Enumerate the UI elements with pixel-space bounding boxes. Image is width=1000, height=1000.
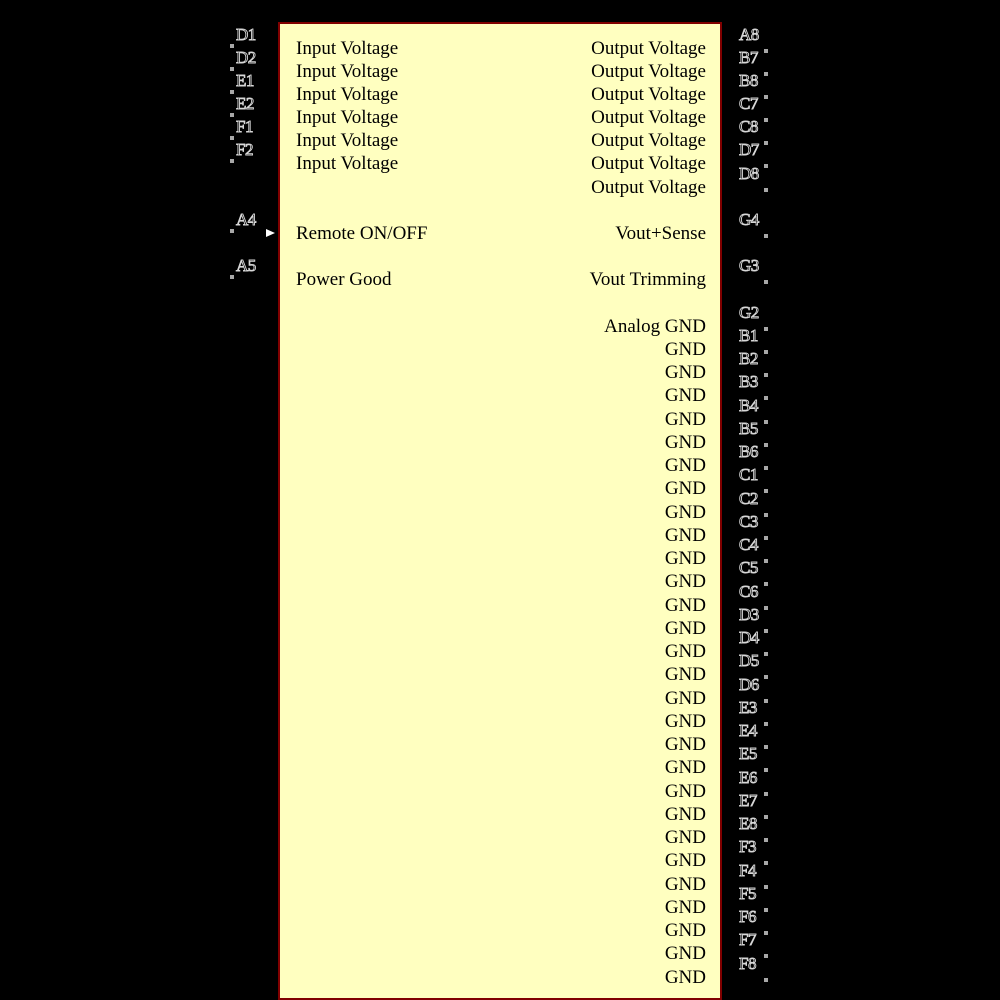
pin-connection-dots-icon[interactable] [230, 159, 234, 163]
left-pin-signal-label: Input Voltage [296, 84, 399, 105]
pin-connection-dots-icon[interactable] [764, 280, 768, 284]
right-pin-number: F6 [739, 907, 756, 926]
right-pin-number: F5 [739, 884, 756, 903]
pin-connection-dots-icon[interactable] [764, 722, 768, 726]
right-pin-signal-label: GND [664, 734, 706, 755]
pin-connection-dots-icon[interactable] [764, 373, 768, 377]
left-pin-signal-label: Input Voltage [296, 130, 399, 151]
pin-connection-dots-icon[interactable] [764, 954, 768, 958]
pin-connection-dots-icon[interactable] [764, 931, 768, 935]
pin-connection-dots-icon[interactable] [764, 861, 768, 865]
left-pin-signal-label: Input Voltage [296, 107, 399, 128]
pin-connection-dots-icon[interactable] [764, 350, 768, 354]
pin-connection-dots-icon[interactable] [764, 699, 768, 703]
input-arrow-icon [266, 229, 275, 237]
pin-connection-dots-icon[interactable] [764, 188, 768, 192]
right-pin-signal-label: GND [664, 362, 706, 383]
component-symbol-body [278, 22, 722, 1000]
right-pin-number: C4 [739, 535, 758, 554]
pin-connection-dots-icon[interactable] [764, 885, 768, 889]
right-pin-number: B3 [739, 372, 758, 391]
right-pin-signal-label: GND [664, 827, 706, 848]
left-pin-signal-label: Input Voltage [296, 38, 399, 59]
right-pin-number: B4 [739, 396, 758, 415]
pin-connection-dots-icon[interactable] [764, 978, 768, 982]
right-pin-signal-label: GND [664, 711, 706, 732]
right-pin-number: C3 [739, 512, 758, 531]
right-pin-signal-label: GND [664, 850, 706, 871]
right-pin-number: G3 [739, 256, 759, 275]
right-pin-signal-label: GND [664, 409, 706, 430]
right-pin-number: E3 [739, 698, 757, 717]
pin-connection-dots-icon[interactable] [764, 652, 768, 656]
left-pin-signal-label: Remote ON/OFF [296, 223, 428, 244]
right-pin-number: E4 [739, 721, 757, 740]
right-pin-number: F3 [739, 837, 756, 856]
left-pin-number: D1 [236, 25, 256, 44]
right-pin-signal-label: GND [664, 385, 706, 406]
right-pin-number: G2 [739, 303, 759, 322]
right-pin-signal-label: GND [664, 688, 706, 709]
pin-connection-dots-icon[interactable] [764, 768, 768, 772]
pin-connection-dots-icon[interactable] [764, 420, 768, 424]
right-pin-signal-label: Vout Trimming [589, 269, 706, 290]
right-pin-number: B6 [739, 442, 758, 461]
pin-connection-dots-icon[interactable] [764, 745, 768, 749]
right-pin-signal-label: Vout+Sense [615, 223, 706, 244]
left-pin-signal-label: Power Good [296, 269, 392, 290]
right-pin-number: D8 [739, 164, 759, 183]
pin-connection-dots-icon[interactable] [230, 136, 234, 140]
right-pin-signal-label: GND [664, 525, 706, 546]
right-pin-signal-label: GND [664, 664, 706, 685]
pin-connection-dots-icon[interactable] [230, 67, 234, 71]
right-pin-number: F8 [739, 954, 756, 973]
right-pin-number: C1 [739, 465, 758, 484]
pin-connection-dots-icon[interactable] [764, 489, 768, 493]
pin-connection-dots-icon[interactable] [764, 118, 768, 122]
right-pin-signal-label: GND [664, 595, 706, 616]
right-pin-number: D6 [739, 675, 759, 694]
right-pin-signal-label: GND [664, 804, 706, 825]
left-pin-number: F1 [236, 117, 253, 136]
left-pin-number: D2 [236, 48, 256, 67]
right-pin-signal-label: GND [664, 943, 706, 964]
pin-connection-dots-icon[interactable] [764, 327, 768, 331]
right-pin-signal-label: Output Voltage [591, 38, 706, 59]
pin-connection-dots-icon[interactable] [764, 629, 768, 633]
right-pin-signal-label: GND [664, 478, 706, 499]
pin-connection-dots-icon[interactable] [764, 466, 768, 470]
right-pin-number: C5 [739, 558, 758, 577]
pin-connection-dots-icon[interactable] [764, 396, 768, 400]
pin-connection-dots-icon[interactable] [764, 234, 768, 238]
right-pin-number: F4 [739, 861, 756, 880]
right-pin-number: C8 [739, 117, 758, 136]
pin-connection-dots-icon[interactable] [230, 229, 234, 233]
right-pin-signal-label: GND [664, 339, 706, 360]
right-pin-number: C7 [739, 94, 758, 113]
right-pin-number: B8 [739, 71, 758, 90]
left-pin-number: E2 [236, 94, 254, 113]
right-pin-signal-label: GND [664, 757, 706, 778]
right-pin-number: D7 [739, 140, 759, 159]
pin-connection-dots-icon[interactable] [764, 908, 768, 912]
right-pin-signal-label: Output Voltage [591, 61, 706, 82]
pin-connection-dots-icon[interactable] [764, 838, 768, 842]
left-pin-number: A5 [236, 256, 256, 275]
right-pin-signal-label: Output Voltage [591, 177, 706, 198]
pin-connection-dots-icon[interactable] [230, 90, 234, 94]
pin-connection-dots-icon[interactable] [764, 675, 768, 679]
right-pin-number: E6 [739, 768, 757, 787]
pin-connection-dots-icon[interactable] [764, 164, 768, 168]
pin-connection-dots-icon[interactable] [764, 606, 768, 610]
left-pin-signal-label: Input Voltage [296, 61, 399, 82]
right-pin-number: A8 [739, 25, 759, 44]
right-pin-number: D3 [739, 605, 759, 624]
right-pin-number: B1 [739, 326, 758, 345]
pin-connection-dots-icon[interactable] [230, 275, 234, 279]
right-pin-number: C2 [739, 489, 758, 508]
right-pin-signal-label: GND [664, 502, 706, 523]
left-pin-number: A4 [236, 210, 256, 229]
pin-connection-dots-icon[interactable] [764, 792, 768, 796]
right-pin-signal-label: Output Voltage [591, 130, 706, 151]
left-pin-number: E1 [236, 71, 254, 90]
right-pin-signal-label: GND [664, 432, 706, 453]
right-pin-signal-label: GND [664, 967, 706, 988]
right-pin-number: D4 [739, 628, 759, 647]
pin-connection-dots-icon[interactable] [764, 95, 768, 99]
pin-connection-dots-icon[interactable] [764, 72, 768, 76]
right-pin-number: E8 [739, 814, 757, 833]
pin-connection-dots-icon[interactable] [764, 513, 768, 517]
right-pin-signal-label: GND [664, 618, 706, 639]
right-pin-signal-label: GND [664, 920, 706, 941]
right-pin-number: E5 [739, 744, 757, 763]
right-pin-number: B5 [739, 419, 758, 438]
right-pin-signal-label: GND [664, 641, 706, 662]
right-pin-signal-label: Output Voltage [591, 153, 706, 174]
right-pin-signal-label: GND [664, 897, 706, 918]
right-pin-signal-label: Analog GND [604, 316, 706, 337]
right-pin-signal-label: GND [664, 874, 706, 895]
right-pin-signal-label: GND [664, 455, 706, 476]
pin-connection-dots-icon[interactable] [764, 49, 768, 53]
right-pin-number: B7 [739, 48, 758, 67]
right-pin-signal-label: Output Voltage [591, 84, 706, 105]
pin-connection-dots-icon[interactable] [764, 536, 768, 540]
right-pin-number: B2 [739, 349, 758, 368]
pin-connection-dots-icon[interactable] [764, 815, 768, 819]
pin-connection-dots-icon[interactable] [764, 443, 768, 447]
right-pin-signal-label: GND [664, 571, 706, 592]
pin-connection-dots-icon[interactable] [764, 559, 768, 563]
right-pin-signal-label: Output Voltage [591, 107, 706, 128]
pin-connection-dots-icon[interactable] [230, 44, 234, 48]
pin-connection-dots-icon[interactable] [230, 113, 234, 117]
right-pin-number: G4 [739, 210, 759, 229]
left-pin-number: F2 [236, 140, 253, 159]
left-pin-signal-label: Input Voltage [296, 153, 399, 174]
pin-connection-dots-icon[interactable] [764, 141, 768, 145]
right-pin-number: F7 [739, 930, 756, 949]
pin-connection-dots-icon[interactable] [764, 582, 768, 586]
right-pin-number: D5 [739, 651, 759, 670]
right-pin-number: E7 [739, 791, 757, 810]
right-pin-signal-label: GND [664, 548, 706, 569]
right-pin-signal-label: GND [664, 781, 706, 802]
right-pin-number: C6 [739, 582, 758, 601]
